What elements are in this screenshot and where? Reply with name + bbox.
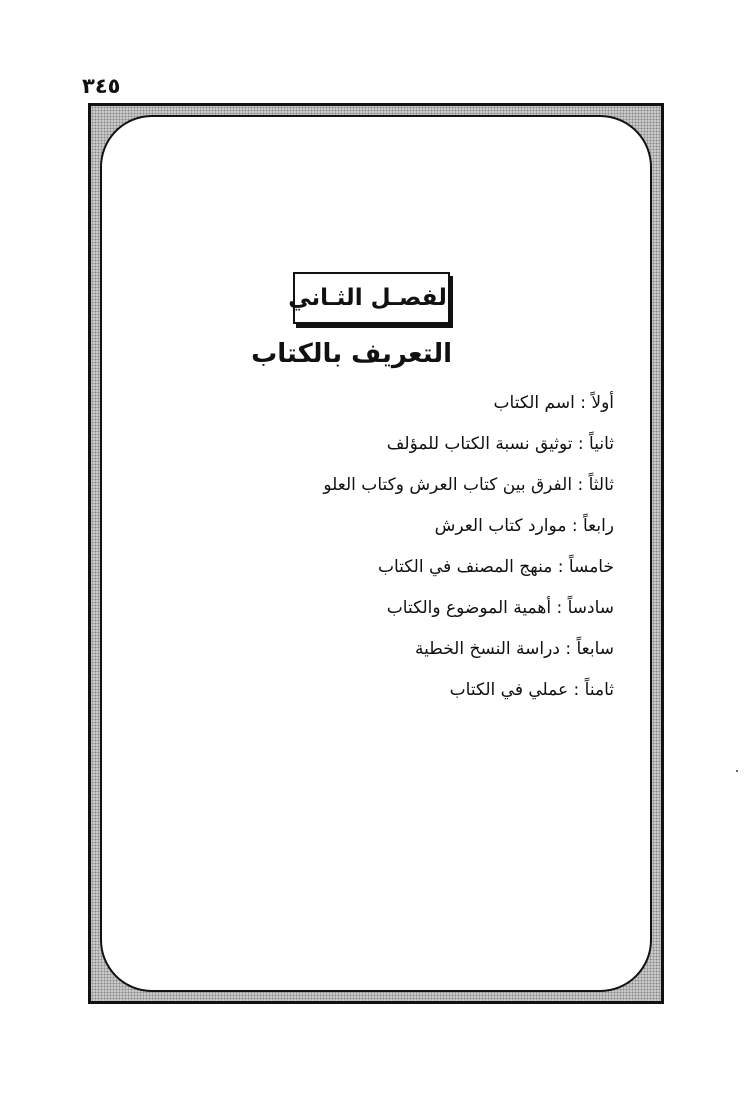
topic-item-3: ثالثاً : الفرق بين كتاب العرش وكتاب العلو bbox=[323, 475, 614, 495]
topic-item-4: رابعاً : موارد كتاب العرش bbox=[434, 516, 614, 536]
chapter-title-box bbox=[288, 272, 455, 324]
topic-item-6: سادساً : أهمية الموضوع والكتاب bbox=[386, 598, 614, 618]
topic-item-5: خامساً : منهج المصنف في الكتاب bbox=[377, 557, 614, 577]
topic-item-7: سابعاً : دراسة النسخ الخطية bbox=[415, 639, 614, 659]
scan-speck bbox=[736, 770, 738, 772]
topic-item-1: أولاً : اسم الكتاب bbox=[493, 393, 614, 413]
page-number: ٣٤٥ bbox=[82, 74, 121, 98]
topic-item-8: ثامناً : عملي في الكتاب bbox=[449, 680, 614, 700]
topic-list bbox=[254, 388, 614, 716]
chapter-title: الفصـل الثـاني bbox=[288, 285, 455, 311]
section-title: التعريف بالكتاب bbox=[251, 339, 452, 369]
topic-item-2: ثانياً : توثيق نسبة الكتاب للمؤلف bbox=[386, 434, 614, 454]
